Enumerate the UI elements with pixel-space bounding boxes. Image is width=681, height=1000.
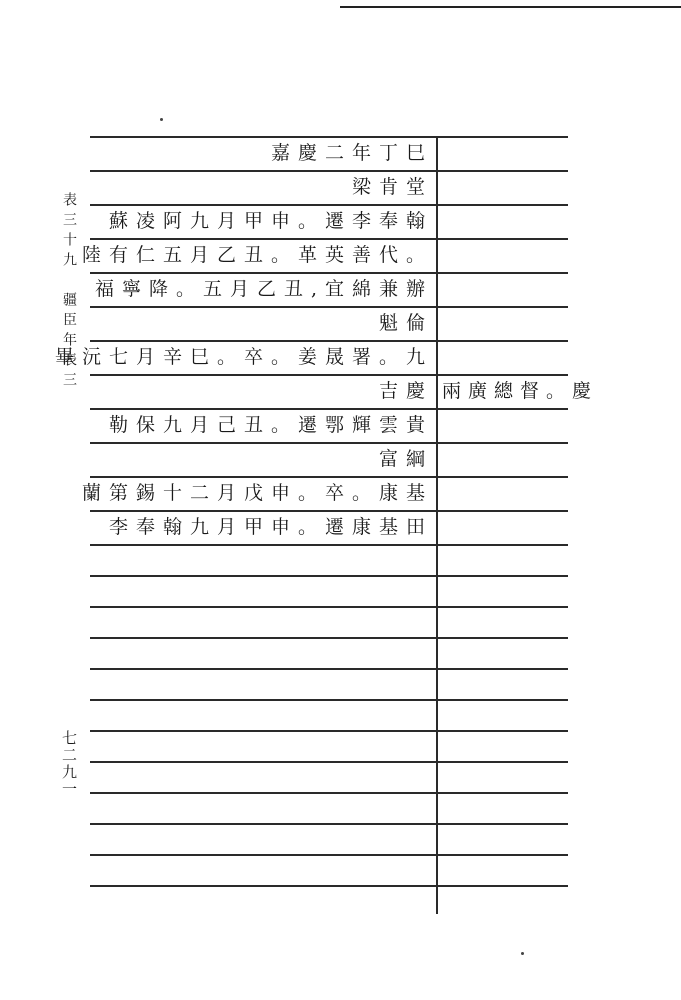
row-rule — [90, 854, 568, 856]
row-rule — [90, 442, 568, 444]
row-rule — [90, 637, 568, 639]
row-left-text: 嘉慶二年丁巳 — [270, 142, 433, 164]
top-rule — [340, 6, 681, 8]
row-left-text: 魁倫 — [378, 312, 433, 334]
row-rule — [90, 730, 568, 732]
row-left-text: 福寧降。五月乙丑,宜綿兼辦 — [94, 278, 433, 300]
column-divider — [436, 136, 438, 914]
row-rule — [90, 761, 568, 763]
row-right-text: 兩廣總督。慶 — [442, 380, 599, 402]
speck — [521, 952, 524, 955]
row-rule — [90, 699, 568, 701]
row-rule — [90, 792, 568, 794]
speck — [160, 118, 163, 121]
row-left-text: 蘇凌阿九月甲申。遷李奉翰 — [108, 210, 433, 232]
row-rule — [90, 170, 568, 172]
row-rule — [90, 606, 568, 608]
page-number: 七二九一 — [60, 730, 78, 798]
row-left-text: 蘭第錫十二月戊申。卒。康基 — [81, 482, 433, 504]
row-rule — [90, 823, 568, 825]
row-rule — [90, 544, 568, 546]
row-rule — [90, 668, 568, 670]
row-left-text: 勒保九月己丑。遷鄂輝雲貴 — [108, 414, 433, 436]
row-left-text: 富綱 — [378, 448, 433, 470]
row-left-text: 吉慶 — [378, 380, 433, 402]
row-left-text: 李奉翰九月甲申。遷康基田 — [108, 516, 433, 538]
row-rule — [90, 575, 568, 577]
row-left-text: 陸有仁五月乙丑。革英善代。 — [81, 244, 433, 266]
row-left-text: 梁肯堂 — [351, 176, 433, 198]
section-label: 表三十九 — [61, 192, 77, 272]
row-rule — [90, 306, 568, 308]
row-rule — [90, 885, 568, 887]
margin-title: 疆臣年表三 — [61, 292, 77, 392]
row-left-text: 畢沅七月辛巳。卒。姜晟署。九 — [54, 346, 433, 368]
